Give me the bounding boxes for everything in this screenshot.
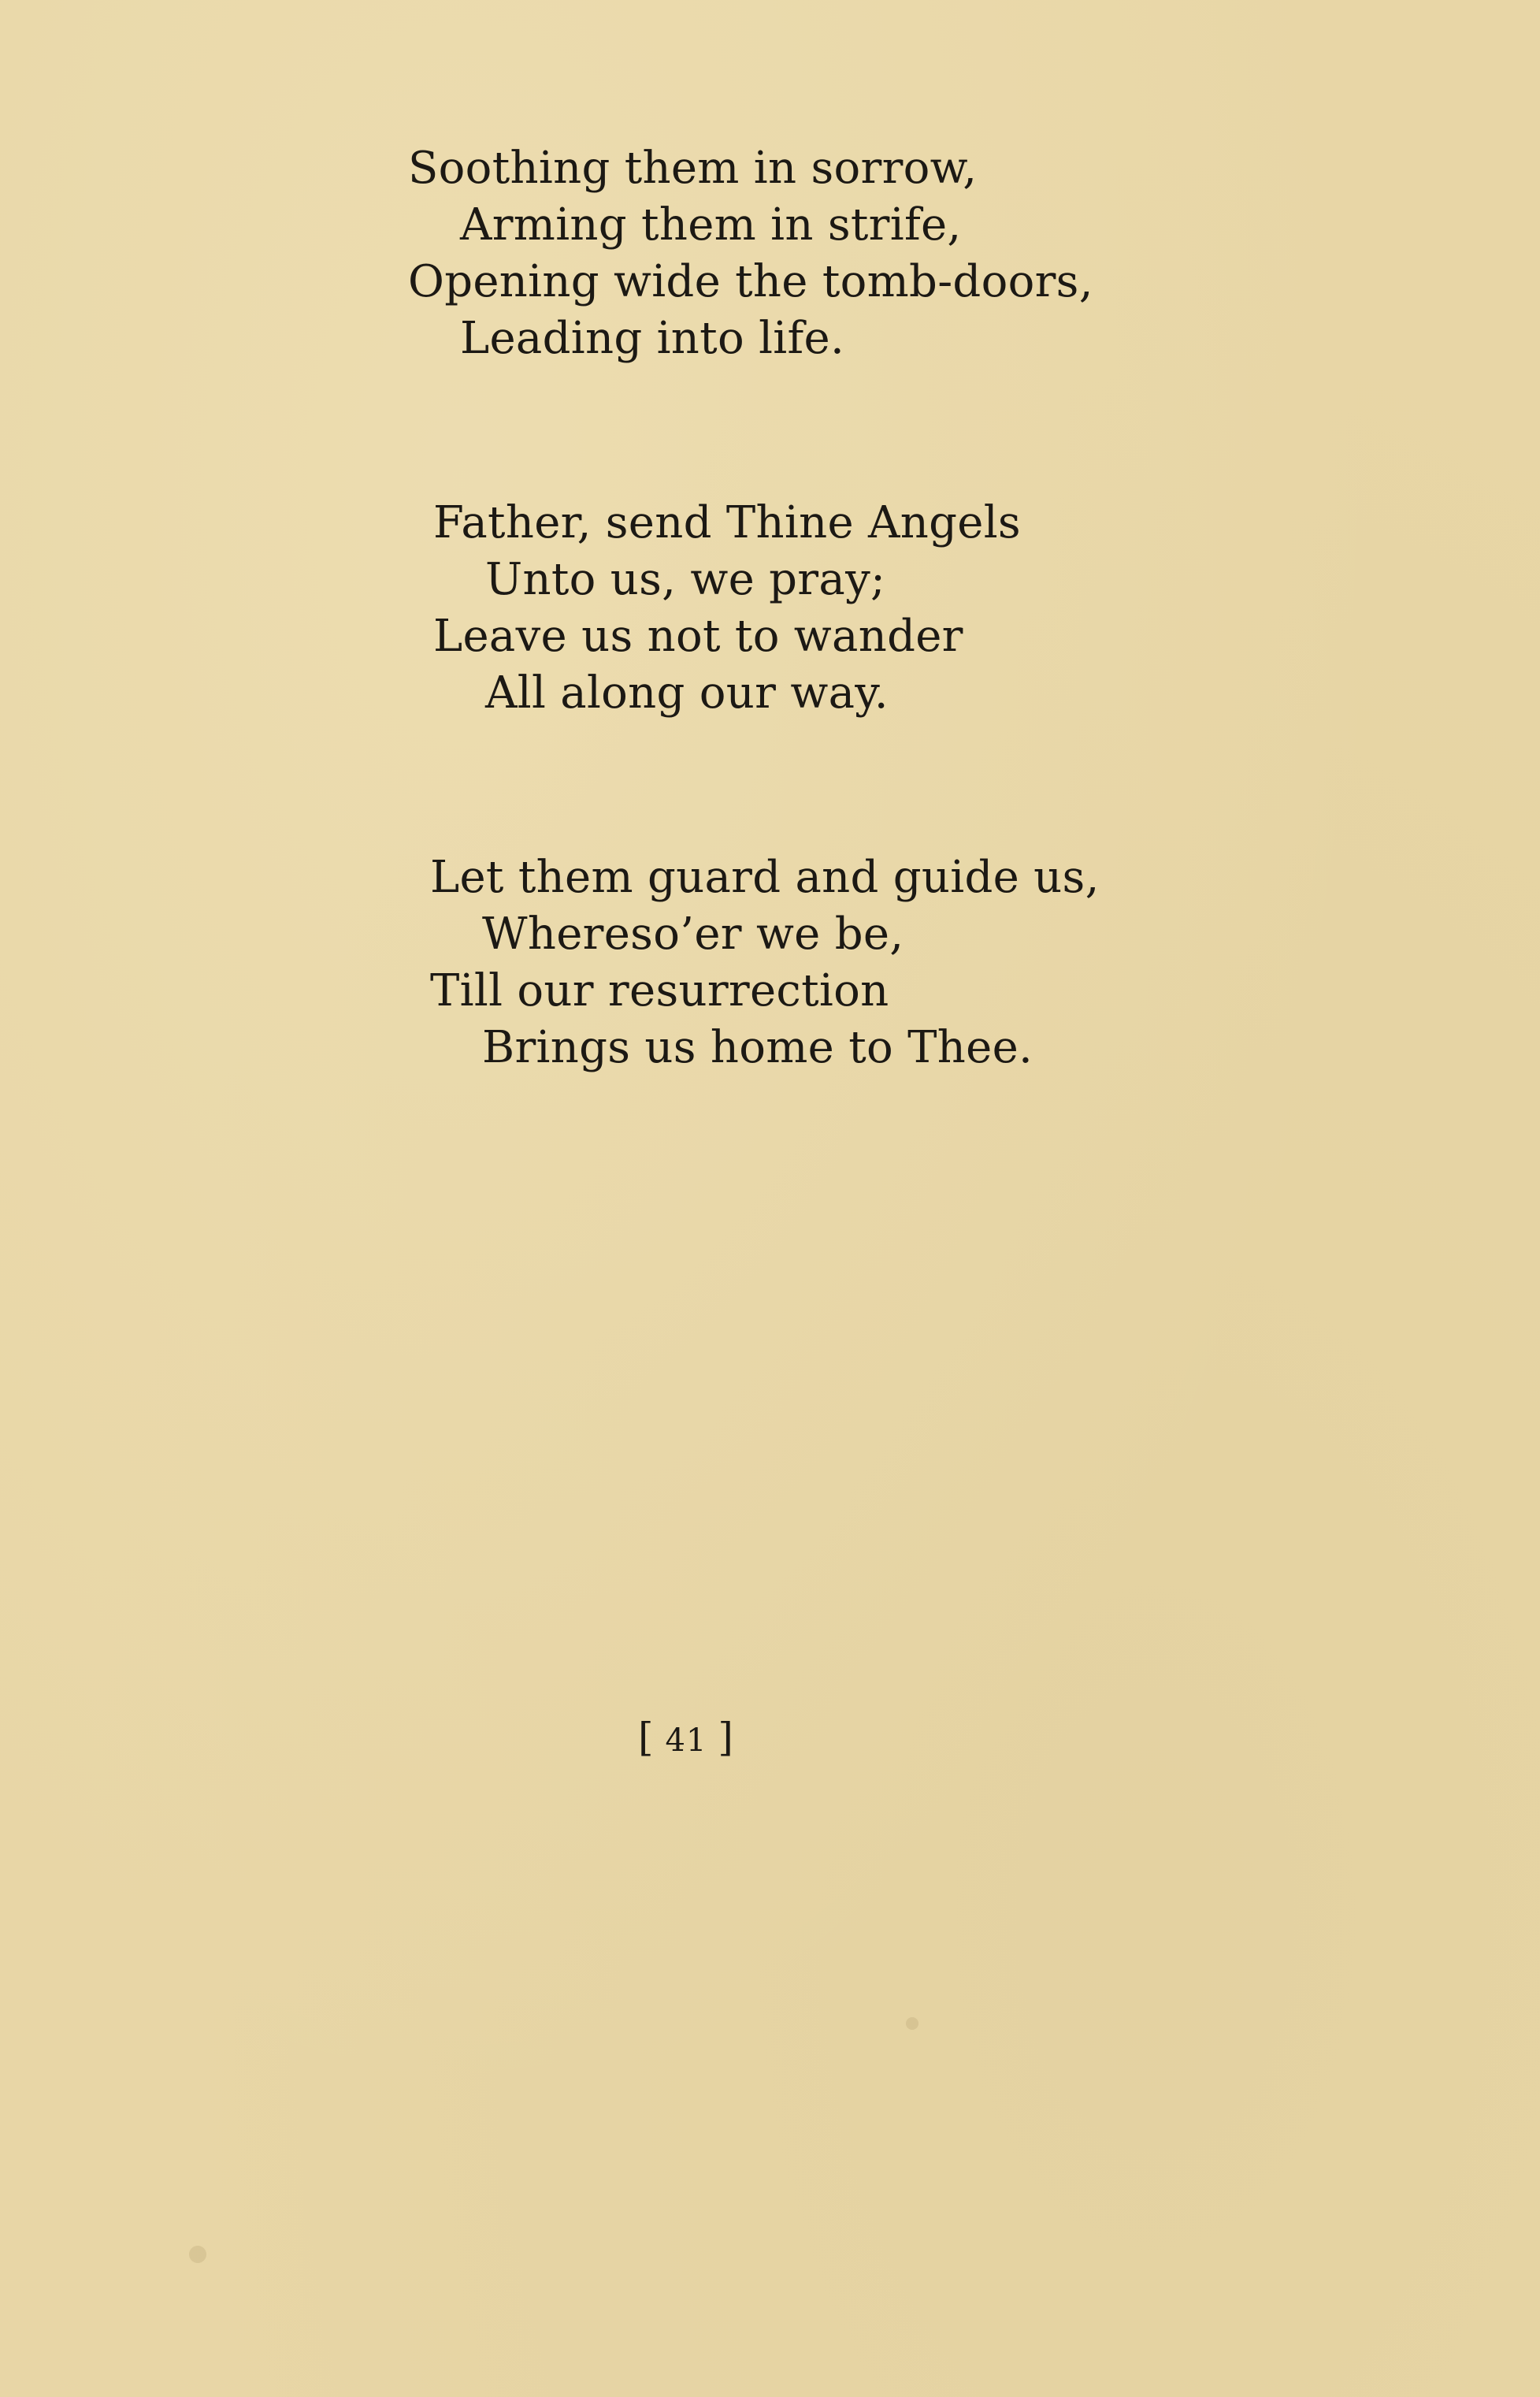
poem-line: Soothing them in sorrow, (408, 143, 978, 194)
paper-speck (906, 2017, 918, 2030)
page-number-close-bracket: ] (718, 1715, 734, 1760)
stanza-2 (433, 495, 1021, 722)
poem-line: Father, send Thine Angels (433, 497, 1021, 548)
poem-line: Leave us not to wander (433, 611, 963, 662)
poem-line: Let them guard and guide us, (430, 852, 1100, 903)
poem-line: Unto us, we pray; (485, 554, 886, 605)
stanza-1 (408, 140, 1093, 367)
poem-line: All along our way. (485, 667, 889, 719)
page-number-value: 41 (665, 1722, 707, 1759)
poem-line: Brings us home to Thee. (482, 1022, 1033, 1073)
paper-speck (189, 2246, 206, 2263)
poem-line: Till our resurrection (430, 965, 889, 1016)
poem-line: Leading into life. (460, 313, 845, 364)
poem-line: Opening wide the tomb-doors, (408, 256, 1093, 307)
stanza-3 (430, 849, 1100, 1076)
page-number (638, 1710, 734, 1768)
poem-line: Arming them in strife, (460, 199, 962, 251)
page-number-open-bracket: [ (638, 1715, 655, 1760)
poem-line: Whereso’er we be, (482, 909, 904, 960)
